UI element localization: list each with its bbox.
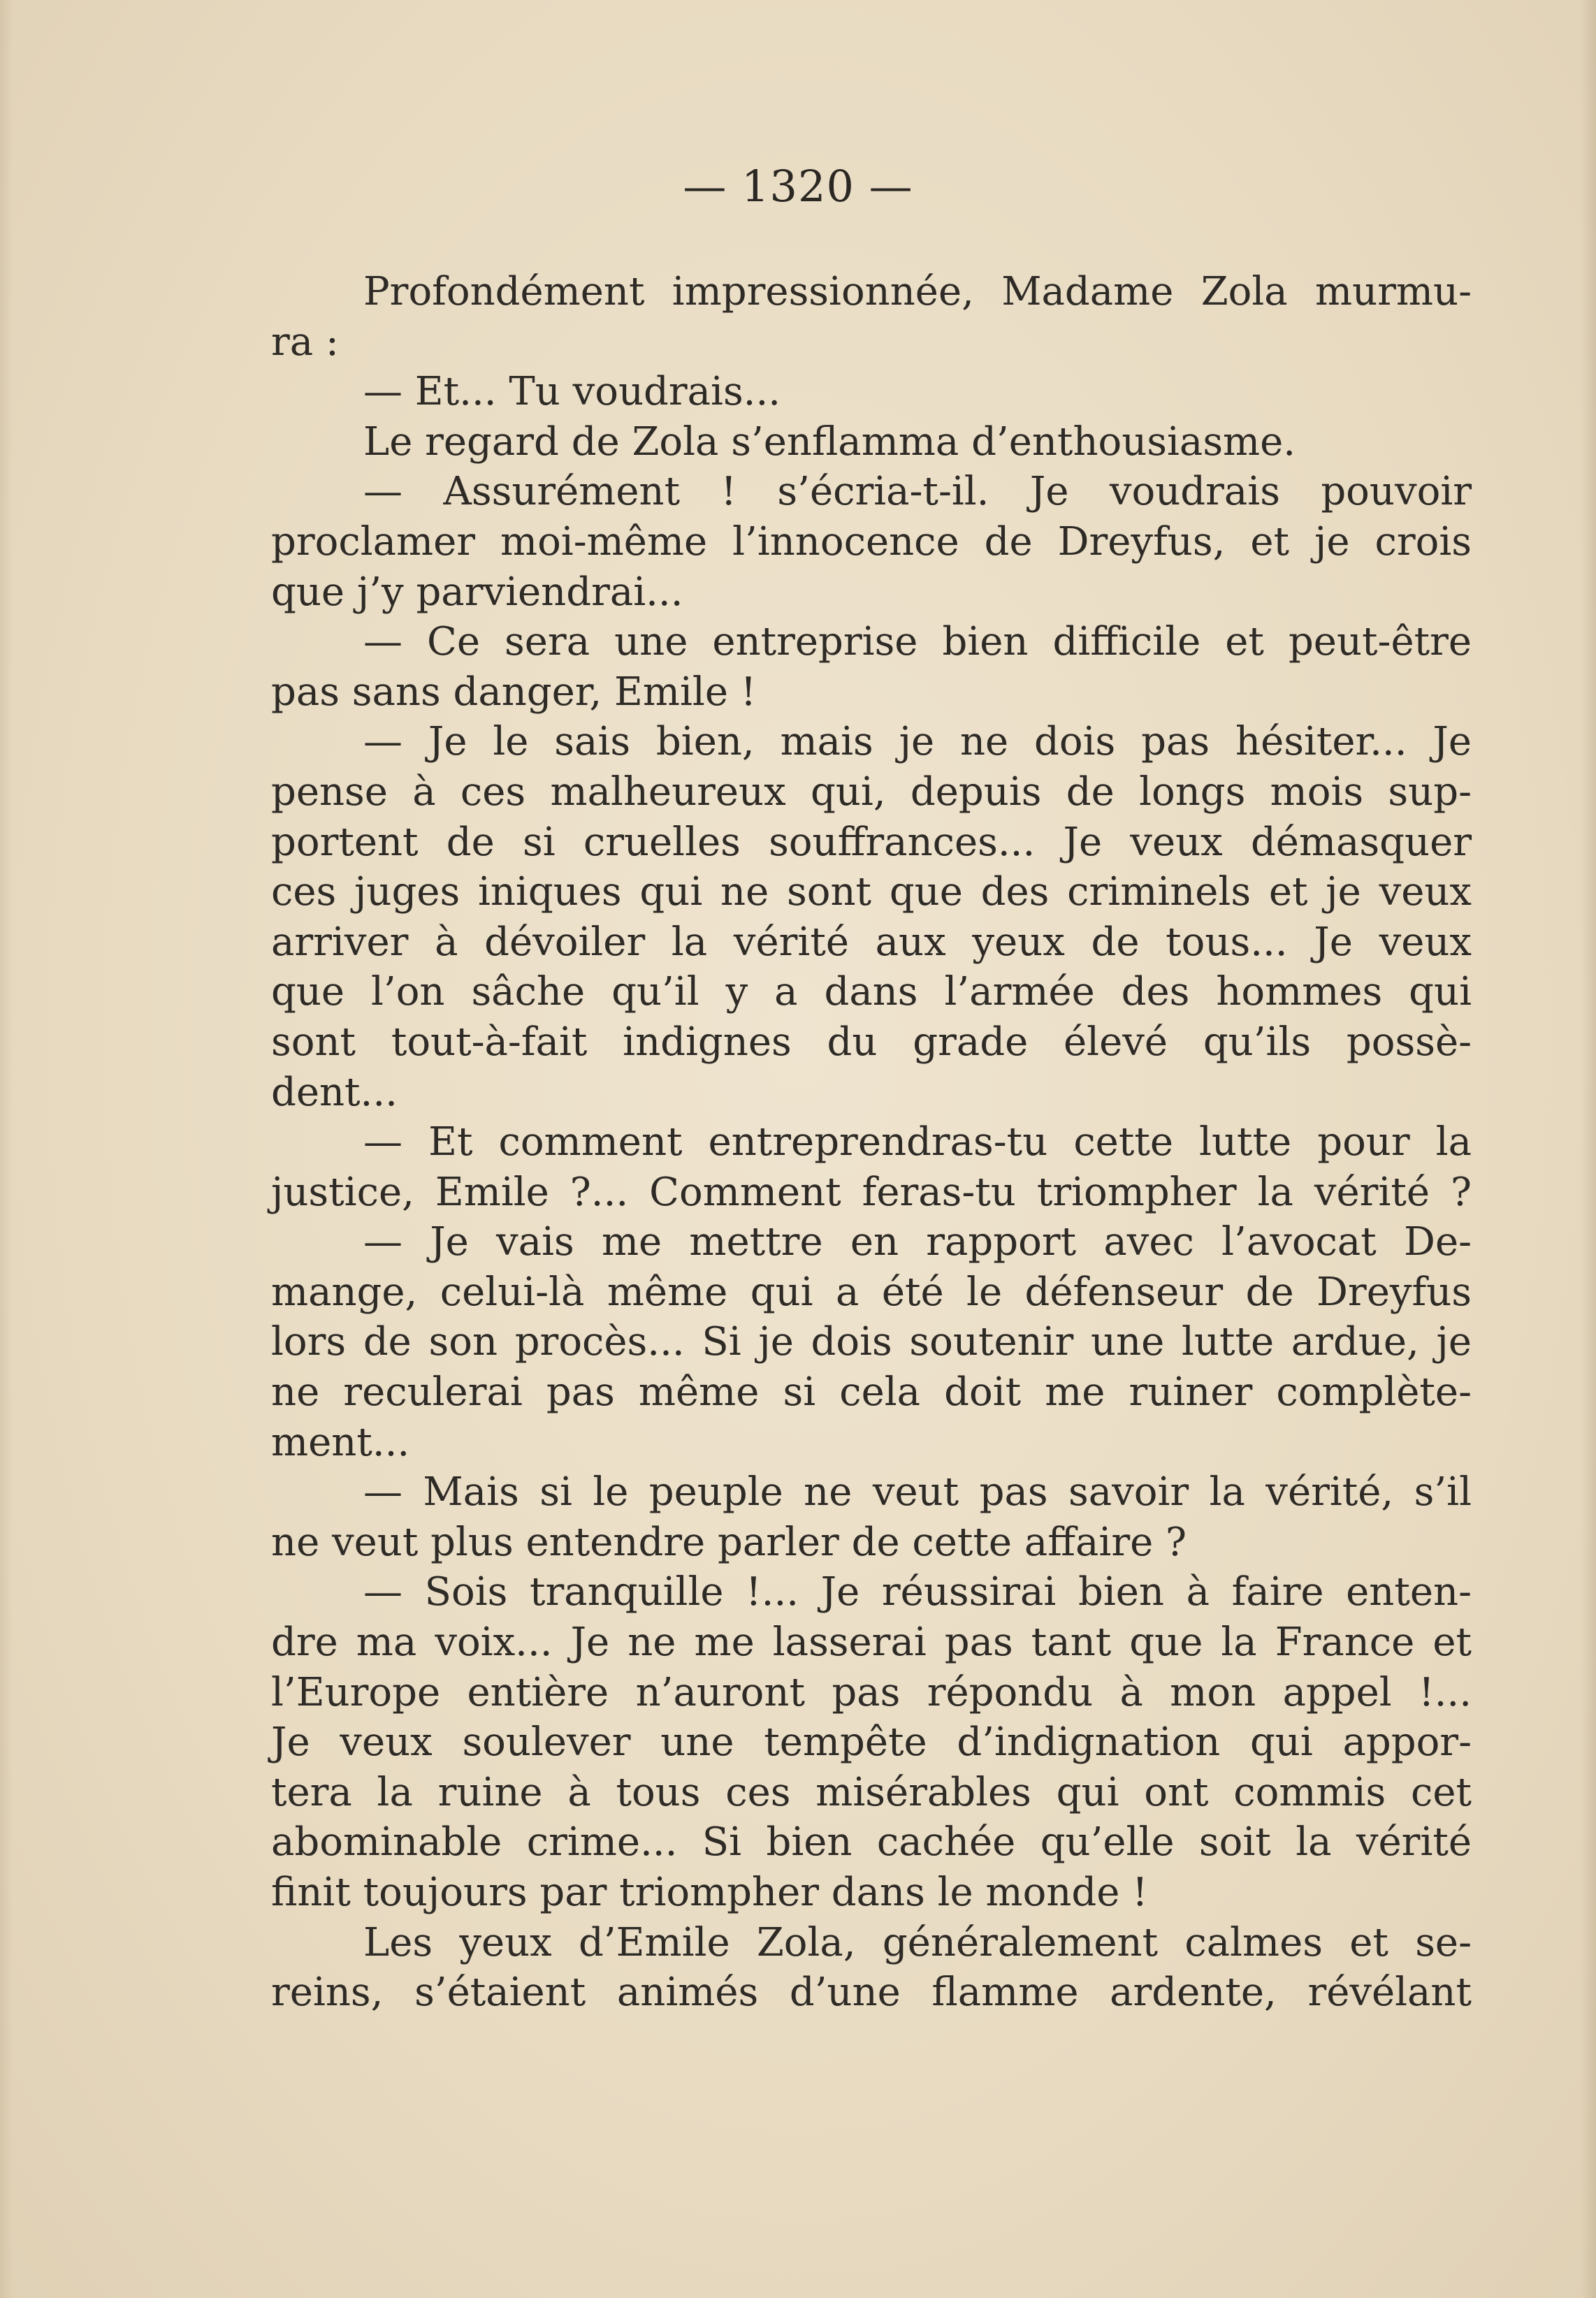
page-right-shadow xyxy=(1581,0,1596,2298)
text-line: reins, s’étaient animés d’une flamme ardente, révélant xyxy=(271,1970,1472,2016)
text-line: que j’y parviendrai... xyxy=(271,569,683,615)
text-line: ne reculerai pas même si cela doit me ruiner complète- xyxy=(271,1369,1472,1416)
text-line: lors de son procès... Si je dois soutenir une lutte ardue, je xyxy=(271,1319,1472,1365)
text-line: Je veux soulever une tempête d’indignation qui appor- xyxy=(271,1719,1472,1766)
text-line: que l’on sâche qu’il y a dans l’armée des hommes qui xyxy=(271,969,1472,1015)
text-line: pas sans danger, Emile ! xyxy=(271,669,757,715)
page-left-shadow xyxy=(0,0,13,2298)
text-line: finit toujours par triompher dans le monde ! xyxy=(271,1870,1148,1915)
text-line: — Ce sera une entreprise bien difficile et peut-être xyxy=(363,619,1472,665)
text-line: Les yeux d’Emile Zola, généralement calmes et se- xyxy=(363,1919,1472,1965)
page-number: — 1320 — xyxy=(683,161,913,212)
text-line: — Mais si le peuple ne veut pas savoir la vérité, s’il xyxy=(363,1469,1472,1515)
text-line: portent de si cruelles souffrances... Je veux démasquer xyxy=(271,819,1472,865)
text-line: ment... xyxy=(271,1419,410,1465)
text-line: — Assurément ! s’écria-t-il. Je voudrais pouvoir xyxy=(363,469,1472,515)
text-line: ra : xyxy=(271,319,339,365)
text-line: — Je le sais bien, mais je ne dois pas hésiter... Je xyxy=(363,719,1472,765)
text-line: dre ma voix... Je ne me lasserai pas tant que la France et xyxy=(271,1620,1472,1666)
text-line: Le regard de Zola s’enflamma d’enthousiasme. xyxy=(363,419,1296,465)
text-line: mange, celui-là même qui a été le défenseur de Dreyfus xyxy=(271,1269,1472,1315)
text-line: l’Europe entière n’auront pas répondu à mon appel !... xyxy=(271,1669,1472,1715)
text-line: justice, Emile ?... Comment feras-tu triompher la vérité ? xyxy=(271,1169,1472,1215)
text-line: — Et comment entreprendras-tu cette lutte pour la xyxy=(363,1119,1472,1165)
text-line: ces juges iniques qui ne sont que des criminels et je veux xyxy=(271,869,1472,915)
text-line: — Sois tranquille !... Je réussirai bien à faire enten- xyxy=(363,1569,1472,1615)
text-line: sont tout-à-fait indignes du grade élevé qu’ils possè- xyxy=(271,1019,1472,1065)
text-line: arriver à dévoiler la vérité aux yeux de tous... Je veux xyxy=(271,919,1472,965)
text-line: — Je vais me mettre en rapport avec l’avocat De- xyxy=(363,1219,1472,1265)
text-line: abominable crime... Si bien cachée qu’elle soit la vérité xyxy=(271,1819,1472,1866)
text-line: Profondément impressionnée, Madame Zola murmu- xyxy=(363,269,1472,314)
text-line: tera la ruine à tous ces misérables qui ont commis cet xyxy=(271,1769,1472,1815)
text-line: ne veut plus entendre parler de cette affaire ? xyxy=(271,1519,1187,1565)
body-text xyxy=(271,267,1472,2018)
text-line: dent... xyxy=(271,1069,398,1115)
text-line: proclamer moi-même l’innocence de Dreyfus, et je crois xyxy=(271,518,1472,565)
text-line: — Et... Tu voudrais... xyxy=(363,369,781,415)
text-line: pense à ces malheureux qui, depuis de longs mois sup- xyxy=(271,769,1472,815)
